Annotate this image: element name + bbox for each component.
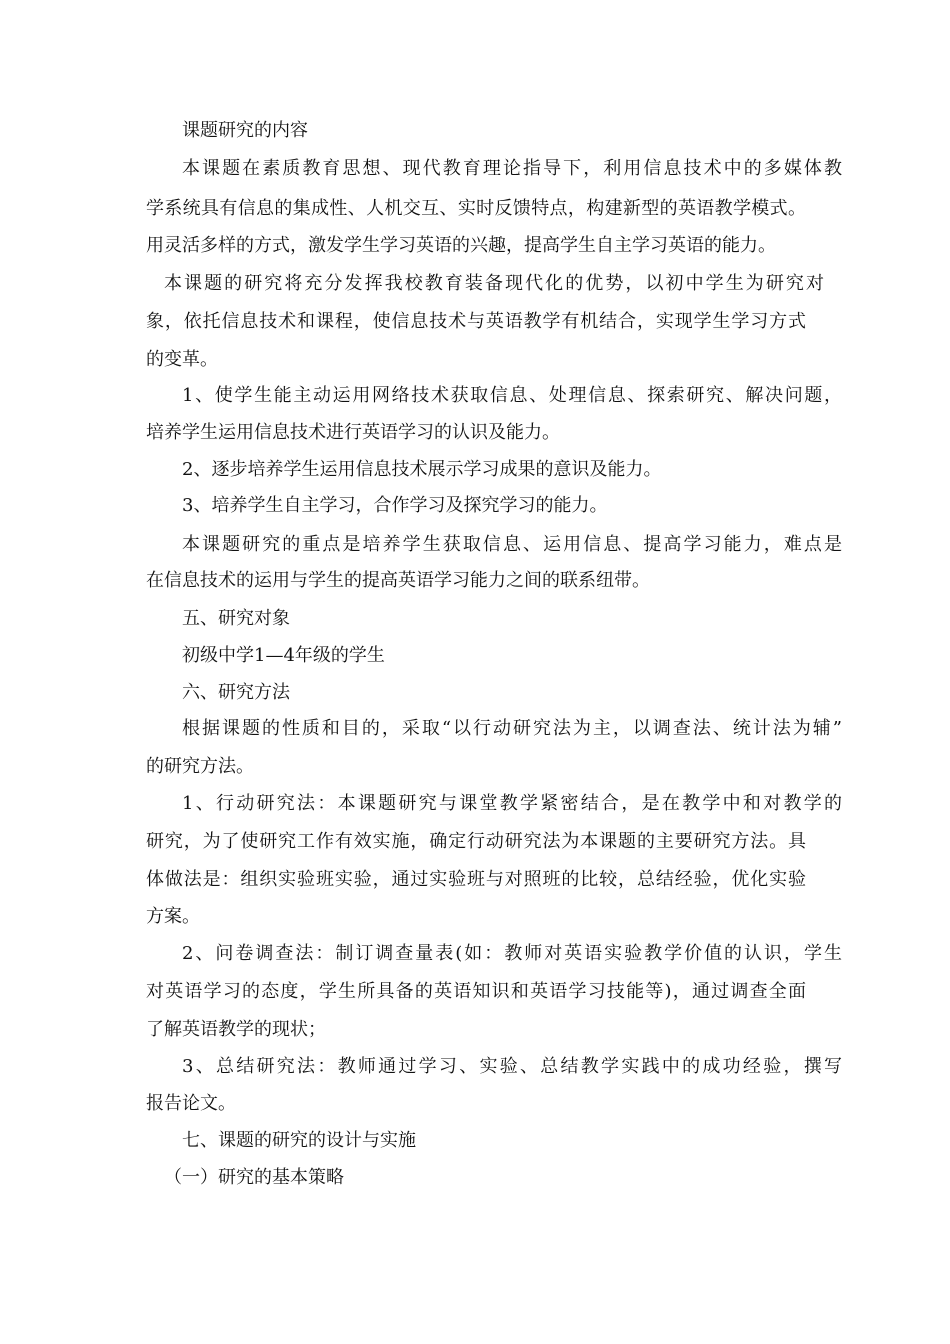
list-item-line: 1、使学生能主动运用网络技术获取信息、处理信息、探索研究、解决问题， [182,385,842,406]
paragraph-line: 初级中学1—4年级的学生 [182,645,385,666]
list-item-line: 2、逐步培养学生运用信息技术展示学习成果的意识及能力。 [182,459,662,480]
paragraph-line: 象，依托信息技术和课程，使信息技术与英语教学有机结合，实现学生学习方式 [146,311,806,332]
paragraph-line: 本课题在素质教育思想、现代教育理论指导下，利用信息技术中的多媒体教 [182,158,842,179]
paragraph-line: 在信息技术的运用与学生的提高英语学习能力之间的联系纽带。 [146,570,650,591]
section-heading-design-implementation: 七、课题的研究的设计与实施 [182,1130,416,1151]
section-heading-research-subjects: 五、研究对象 [182,608,290,629]
paragraph-line: 的研究方法。 [146,756,254,777]
list-item-line: 3、培养学生自主学习，合作学习及探究学习的能力。 [182,495,608,516]
section-heading-research-methods: 六、研究方法 [182,682,290,703]
paragraph-line: 用灵活多样的方式，激发学生学习英语的兴趣，提高学生自主学习英语的能力。 [146,235,776,256]
list-item-line: 方案。 [146,906,200,927]
list-item-line: 对英语学习的态度，学生所具备的英语知识和英语学习技能等)，通过调查全面 [146,981,806,1002]
paragraph-line: 本课题研究的重点是培养学生获取信息、运用信息、提高学习能力，难点是 [182,534,842,555]
subsection-heading-basic-strategy: （一）研究的基本策略 [164,1167,344,1188]
list-item-line: 培养学生运用信息技术进行英语学习的认识及能力。 [146,422,560,443]
list-item-line: 1、行动研究法：本课题研究与课堂教学紧密结合，是在教学中和对教学的 [182,793,842,814]
paragraph-line: 学系统具有信息的集成性、人机交互、实时反馈特点，构建新型的英语教学模式。 [146,198,806,219]
section-heading-research-content: 课题研究的内容 [182,120,308,141]
list-item-line: 体做法是：组织实验班实验，通过实验班与对照班的比较，总结经验，优化实验 [146,869,806,890]
list-item-line: 了解英语教学的现状； [146,1019,326,1040]
list-item-line: 研究，为了使研究工作有效实施，确定行动研究法为本课题的主要研究方法。具 [146,831,806,852]
paragraph-line: 本课题的研究将充分发挥我校教育装备现代化的优势，以初中学生为研究对 [164,273,824,294]
list-item-line: 报告论文。 [146,1093,236,1114]
paragraph-line: 根据课题的性质和目的，采取“以行动研究法为主，以调查法、统计法为辅” [182,718,842,739]
list-item-line: 2、问卷调查法：制订调查量表(如：教师对英语实验教学价值的认识，学生 [182,943,842,964]
paragraph-line: 的变革。 [146,349,218,370]
list-item-line: 3、总结研究法：教师通过学习、实验、总结教学实践中的成功经验，撰写 [182,1056,842,1077]
